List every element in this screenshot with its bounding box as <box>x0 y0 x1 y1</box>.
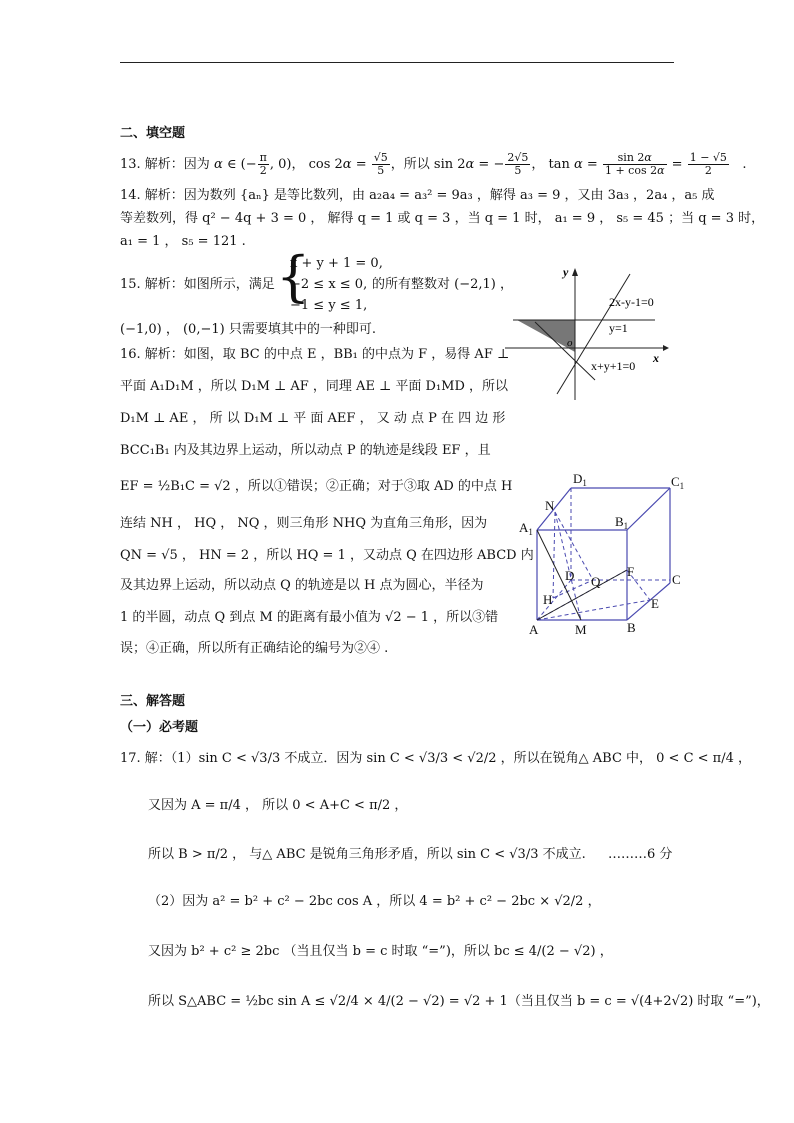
q15-line-2: (−1,0) ， (0,−1) 只需要填其中的一种即可. <box>120 322 376 337</box>
vertex-B1-label: $B_1$ <box>615 514 629 531</box>
point-F-label: F <box>627 564 635 579</box>
vertex-A-label: A <box>529 622 539 637</box>
vertex-D-label: D <box>565 568 575 583</box>
q17-line-6: 所以 S△ABC = ½bc sin A ≤ √2/4 × 4/(2 − √2) = √2 + 1（当且仅当 b = c = √(4+2√2) 时取 “=”)， <box>148 994 770 1009</box>
line-label-2: y=1 <box>609 321 628 335</box>
q17-line-2: 又因为 A = π/4 ， 所以 0 < A+C < π/2 ， <box>148 798 408 813</box>
q17-line-3: 所以 B > π/2 ， 与△ ABC 是锐角三角形矛盾，所以 sin C < √3/3 不成立. <box>148 847 586 862</box>
q16-line-7: QN = √5 ， HN = 2 ，所以 HQ = 1 ，又动点 Q 在四边形 ABCD 内 <box>120 548 534 563</box>
x-axis-arrow <box>663 345 669 351</box>
line-label-3: x+y+1=0 <box>591 359 636 373</box>
q15-lead: 15. 解析：如图所示，满足 <box>120 277 275 292</box>
x-axis-label: x <box>653 351 659 365</box>
origin-label: o <box>567 337 573 349</box>
q16-line-5: EF = ½B₁C = √2 ，所以①错误；②正确；对于③取 AD 的中点 H <box>120 479 513 494</box>
q17-part1-line: 17. 解：（1）sin C < √3/3 不成立．因为 sin C < √3/3 < √2/2 ，所以在锐角△ ABC 中， 0 < C < π/4 ， <box>120 751 752 766</box>
vertex-B-label: B <box>627 620 636 635</box>
section-required-title: （一）必考题 <box>120 720 199 735</box>
q13-lead: 13. 解析：因为 <box>120 157 210 172</box>
line-label-1: 2x-y-1=0 <box>609 295 654 309</box>
q15-system-3: −1 ≤ y ≤ 1, <box>290 298 368 313</box>
q13-line: 13. 解析：因为 α ∈ (− $\frac{\pi}{2}$ , 0)， cos 2α = $\frac{√5}{5}$ ，所以 sin 2α = − $\frac{2√5}{5}$ ， tan α = $\frac{\sin 2\alpha}{1 + \cos 2\alpha}$ = $\frac{1 - √5}{2}$ . <box>120 151 747 177</box>
vertex-C1-label: $C_1$ <box>671 474 685 491</box>
q16-line-2: 平面 A₁D₁M ，所以 D₁M ⊥ AF ，同理 AE ⊥ 平面 D₁MD ，所以 <box>120 379 509 394</box>
header-rule <box>120 62 674 63</box>
q15-tail: 的所有整数对 (−2,1) ， <box>372 277 513 292</box>
q14-line-3: a₁ = 1 ， s₅ = 121 . <box>120 234 246 249</box>
point-Q-label: Q <box>591 574 601 589</box>
vertex-A1-label: $A_1$ <box>519 520 533 537</box>
point-E-label: E <box>651 596 659 611</box>
point-M-label: M <box>575 622 587 637</box>
q14-line-2: 等差数列，得 q² − 4q + 3 = 0 ， 解得 q = 1 或 q = 3 ，当 q = 1 时， a₁ = 9 ， s₅ = 45 ；当 q = 3 时， <box>120 211 765 226</box>
y-axis-label: y <box>563 265 569 279</box>
section-answer-title: 三、解答题 <box>120 694 186 709</box>
point-N-label: N <box>545 498 555 513</box>
vertex-D1-label: $D_1$ <box>573 471 587 488</box>
q16-line-6: 连结 NH ， HQ ， NQ ，则三角形 NHQ 为直角三角形，因为 <box>120 516 488 531</box>
q17-line-4: （2）因为 a² = b² + c² − 2bc cos A ，所以 4 = b² + c² − 2bc × √2/2 ， <box>148 894 601 909</box>
q16-line-3: D₁M ⊥ AE ， 所 以 D₁M ⊥ 平 面 AEF ， 又 动 点 P 在 四 边 形 <box>120 411 506 426</box>
q16-line-1: 16. 解析：如图，取 BC 的中点 E ，BB₁ 的中点为 F ，易得 AF ⊥ <box>120 347 510 362</box>
q17-line-5: 又因为 b² + c² ≥ 2bc （当且仅当 b = c 时取 “=”)，所以 bc ≤ 4/(2 − √2) ， <box>148 944 613 959</box>
coordinate-graph <box>505 262 670 402</box>
y-axis-arrow <box>572 268 578 276</box>
cube-figure <box>515 468 690 640</box>
q15-system-2: −2 ≤ x ≤ 0, <box>290 277 368 292</box>
section-fill-in-title: 二、填空题 <box>120 126 186 141</box>
q16-line-4: BCC₁B₁ 内及其边界上运动，所以动点 P 的轨迹是线段 EF ，且 <box>120 443 491 458</box>
q16-line-8: 及其边界上运动，所以动点 Q 的轨迹是以 H 点为圆心，半径为 <box>120 578 484 593</box>
point-H-label: H <box>543 592 553 607</box>
vertex-C-label: C <box>672 572 681 587</box>
q15-brace: { <box>276 245 311 308</box>
q16-line-10: 误；④正确，所以所有正确结论的编号为②④ . <box>120 641 389 656</box>
q16-line-9: 1 的半圆，动点 Q 到点 M 的距离有最小值为 √2 − 1 ，所以③错 <box>120 610 499 625</box>
q15-system-1: x + y + 1 = 0, <box>290 256 383 271</box>
q14-line-1: 14. 解析：因为数列 {aₙ} 是等比数列，由 a₂a₄ = a₃² = 9a₃ ，解得 a₃ = 9 ，又由 3a₃ ，2a₄ ，a₅ 成 <box>120 188 715 203</box>
q17-score: ………6 分 <box>608 847 673 862</box>
